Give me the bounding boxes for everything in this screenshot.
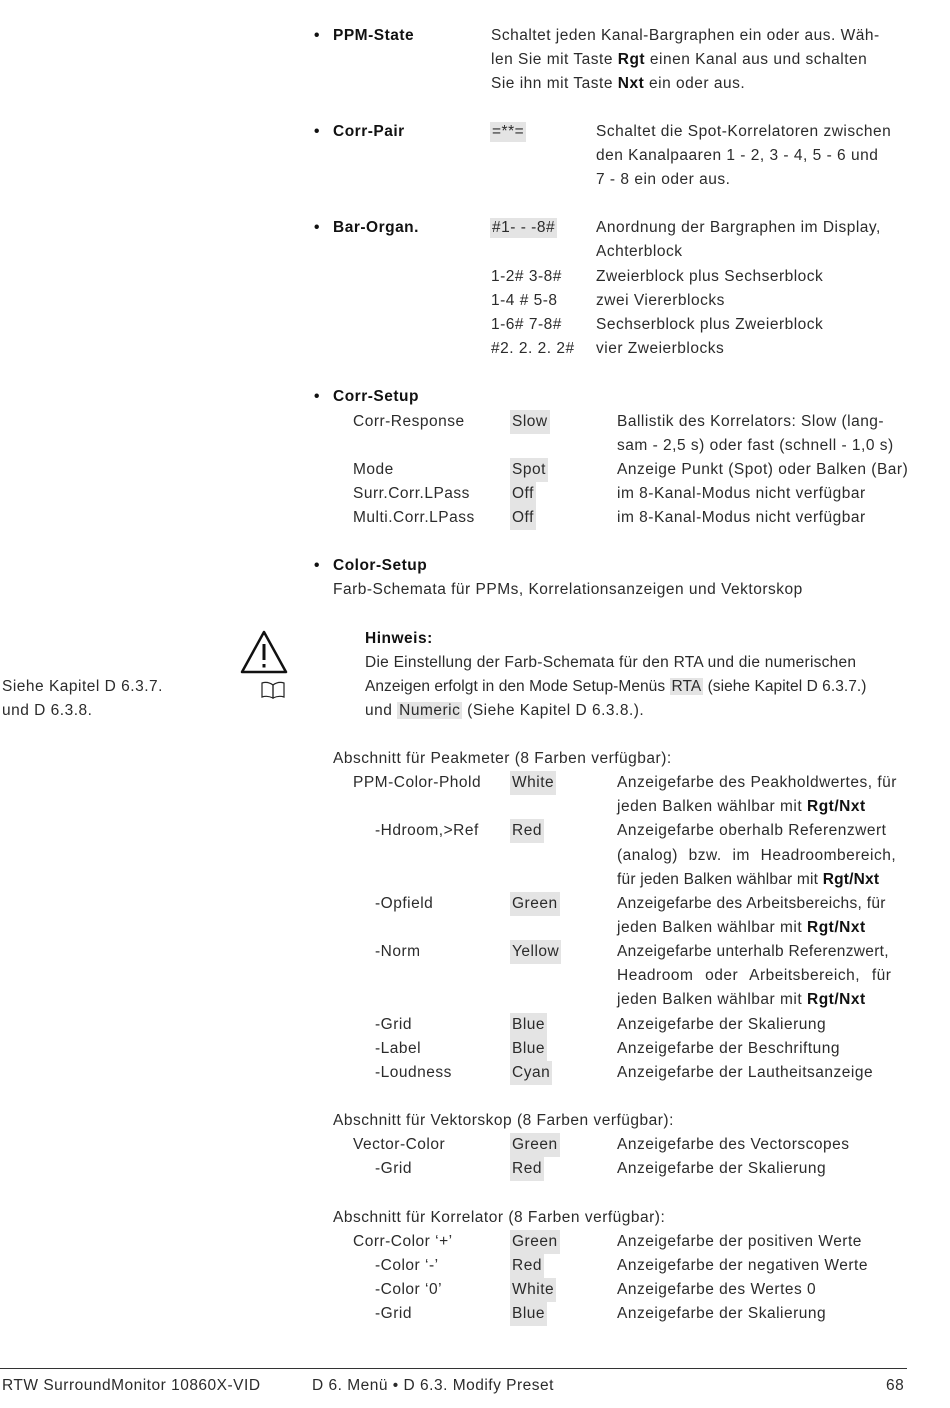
note-line-1: Die Einstellung der Farb-Schemata für den RTA und die numerischen	[365, 654, 857, 671]
opfield-name: -Opfield	[375, 895, 434, 912]
norm-desc-3: jeden Balken wählbar mit Rgt/Nxt	[617, 991, 866, 1008]
vector-color-name: Vector-Color	[353, 1136, 446, 1153]
bar-organ-desc-6: vier Zweierblocks	[596, 340, 725, 357]
peak-grid-name: -Grid	[375, 1016, 412, 1033]
corr-pair-desc-2: den Kanalpaaren 1 - 2, 3 - 4, 5 - 6 und	[596, 147, 879, 164]
peak-grid-value: Blue	[510, 1013, 547, 1037]
bar-organ-desc-5: Sechserblock plus Zweierblock	[596, 316, 824, 333]
corr-color-minus-desc: Anzeigefarbe der negativen Werte	[617, 1257, 868, 1274]
note-line-2: Anzeigen erfolgt in den Mode Setup-Menüs RTA (siehe Kapitel D 6.3.7.)	[365, 678, 867, 695]
note-title: Hinweis:	[365, 630, 433, 647]
corr-grid-desc: Anzeigefarbe der Skalierung	[617, 1305, 827, 1322]
bar-organ-value-4: 1-4 # 5-8	[491, 292, 558, 309]
corr-color-zero-value: White	[510, 1278, 556, 1302]
bar-organ-desc-2: Achterblock	[596, 243, 683, 260]
color-setup-label: • Color-Setup	[333, 554, 427, 578]
warning-triangle-icon	[240, 630, 288, 674]
ppm-state-desc-3: Sie ihn mit Taste Nxt ein oder aus.	[491, 75, 746, 92]
bar-organ-value-6: #2. 2. 2. 2#	[491, 340, 575, 357]
hdroom-name: -Hdroom,>Ref	[375, 822, 479, 839]
bar-organ-label: • Bar-Organ.	[333, 216, 419, 240]
peak-loudness-value: Cyan	[510, 1061, 552, 1085]
corr-response-value: Slow	[510, 410, 550, 434]
corr-pair-desc-3: 7 - 8 ein oder aus.	[596, 171, 731, 188]
bar-organ-value-1: #1- - -8#	[492, 219, 556, 236]
hdroom-desc-1: Anzeigefarbe oberhalb Referenzwert	[617, 822, 887, 839]
bar-organ-desc-3: Zweierblock plus Sechserblock	[596, 268, 824, 285]
hdroom-value: Red	[510, 819, 544, 843]
surr-corr-lpass-name: Surr.Corr.LPass	[353, 485, 470, 502]
corr-color-zero-name: -Color ‘0’	[375, 1281, 443, 1298]
vector-grid-desc: Anzeigefarbe der Skalierung	[617, 1160, 827, 1177]
vector-color-desc: Anzeigefarbe des Vectorscopes	[617, 1136, 850, 1153]
multi-corr-lpass-desc: im 8-Kanal-Modus nicht verfügbar	[617, 509, 866, 526]
multi-corr-lpass-name: Multi.Corr.LPass	[353, 509, 475, 526]
book-icon	[260, 681, 286, 699]
peak-label-value: Blue	[510, 1037, 547, 1061]
peak-loudness-name: -Loudness	[375, 1064, 452, 1081]
bar-organ-desc-4: zwei Viererblocks	[596, 292, 725, 309]
corr-color-plus-name: Corr-Color ‘+’	[353, 1233, 453, 1250]
korrelator-header: Abschnitt für Korrelator (8 Farben verfügbar):	[333, 1209, 666, 1226]
vector-color-value: Green	[510, 1133, 560, 1157]
ppm-state-desc-2: len Sie mit Taste Rgt einen Kanal aus und schalten	[491, 51, 868, 68]
side-note-2: und D 6.3.8.	[2, 702, 93, 719]
mode-name: Mode	[353, 461, 394, 478]
color-setup-subtitle: Farb-Schemata für PPMs, Korrelationsanzeigen und Vektorskop	[333, 581, 803, 598]
norm-value: Yellow	[510, 940, 561, 964]
corr-pair-label: • Corr-Pair	[333, 120, 405, 144]
corr-setup-label: • Corr-Setup	[333, 385, 419, 409]
norm-desc-1: Anzeigefarbe unterhalb Referenzwert,	[617, 943, 889, 960]
peak-loudness-desc: Anzeigefarbe der Lautheitsanzeige	[617, 1064, 874, 1081]
footer-divider	[0, 1368, 907, 1369]
bar-organ-value-3: 1-2# 3-8#	[491, 268, 562, 285]
corr-response-name: Corr-Response	[353, 413, 465, 430]
peak-label-desc: Anzeigefarbe der Beschriftung	[617, 1040, 841, 1057]
multi-corr-lpass-value: Off	[510, 506, 536, 530]
mode-desc: Anzeige Punkt (Spot) oder Balken (Bar)	[617, 461, 909, 478]
corr-color-minus-name: -Color ‘-’	[375, 1257, 439, 1274]
norm-desc-2: Headroom oder Arbeitsbereich, für	[617, 967, 892, 984]
corr-pair-desc-1: Schaltet die Spot-Korrelatoren zwischen	[596, 123, 892, 140]
vector-grid-value: Red	[510, 1157, 544, 1181]
bar-organ-desc-1: Anordnung der Bargraphen im Display,	[596, 219, 881, 236]
corr-grid-name: -Grid	[375, 1305, 412, 1322]
corr-response-desc-1: Ballistik des Korrelators: Slow (lang-	[617, 413, 885, 430]
corr-grid-value: Blue	[510, 1302, 547, 1326]
corr-color-plus-desc: Anzeigefarbe der positiven Werte	[617, 1233, 862, 1250]
corr-pair-value: =**=	[492, 123, 525, 140]
mode-value: Spot	[510, 458, 548, 482]
hdroom-desc-3: für jeden Balken wählbar mit Rgt/Nxt	[617, 871, 880, 888]
footer-product: RTW SurroundMonitor 10860X-VID	[2, 1377, 261, 1394]
vector-header: Abschnitt für Vektorskop (8 Farben verfügbar):	[333, 1112, 674, 1129]
surr-corr-lpass-desc: im 8-Kanal-Modus nicht verfügbar	[617, 485, 866, 502]
bar-organ-value-5: 1-6# 7-8#	[491, 316, 562, 333]
corr-color-minus-value: Red	[510, 1254, 544, 1278]
phold-name: PPM-Color-Phold	[353, 774, 482, 791]
opfield-desc-1: Anzeigefarbe des Arbeitsbereichs, für	[617, 895, 886, 912]
corr-response-desc-2: sam - 2,5 s) oder fast (schnell - 1,0 s)	[617, 437, 894, 454]
opfield-value: Green	[510, 892, 560, 916]
corr-color-plus-value: Green	[510, 1230, 560, 1254]
surr-corr-lpass-value: Off	[510, 482, 536, 506]
footer-page-number: 68	[886, 1377, 905, 1394]
peak-grid-desc: Anzeigefarbe der Skalierung	[617, 1016, 827, 1033]
phold-desc-2: jeden Balken wählbar mit Rgt/Nxt	[617, 798, 866, 815]
side-note-1: Siehe Kapitel D 6.3.7.	[2, 678, 163, 695]
ppm-state-label: • PPM-State	[333, 24, 414, 48]
norm-name: -Norm	[375, 943, 421, 960]
vector-grid-name: -Grid	[375, 1160, 412, 1177]
ppm-state-desc-1: Schaltet jeden Kanal-Bargraphen ein oder aus. Wäh-	[491, 27, 880, 44]
peak-header: Abschnitt für Peakmeter (8 Farben verfügbar):	[333, 750, 672, 767]
peak-label-name: -Label	[375, 1040, 422, 1057]
corr-color-zero-desc: Anzeigefarbe des Wertes 0	[617, 1281, 817, 1298]
hdroom-desc-2: (analog) bzw. im Headroombereich,	[617, 847, 897, 864]
phold-value: White	[510, 771, 556, 795]
footer-section: D 6. Menü • D 6.3. Modify Preset	[312, 1377, 554, 1394]
opfield-desc-2: jeden Balken wählbar mit Rgt/Nxt	[617, 919, 866, 936]
note-line-3: und Numeric (Siehe Kapitel D 6.3.8.).	[365, 702, 645, 719]
phold-desc-1: Anzeigefarbe des Peakholdwertes, für	[617, 774, 897, 791]
